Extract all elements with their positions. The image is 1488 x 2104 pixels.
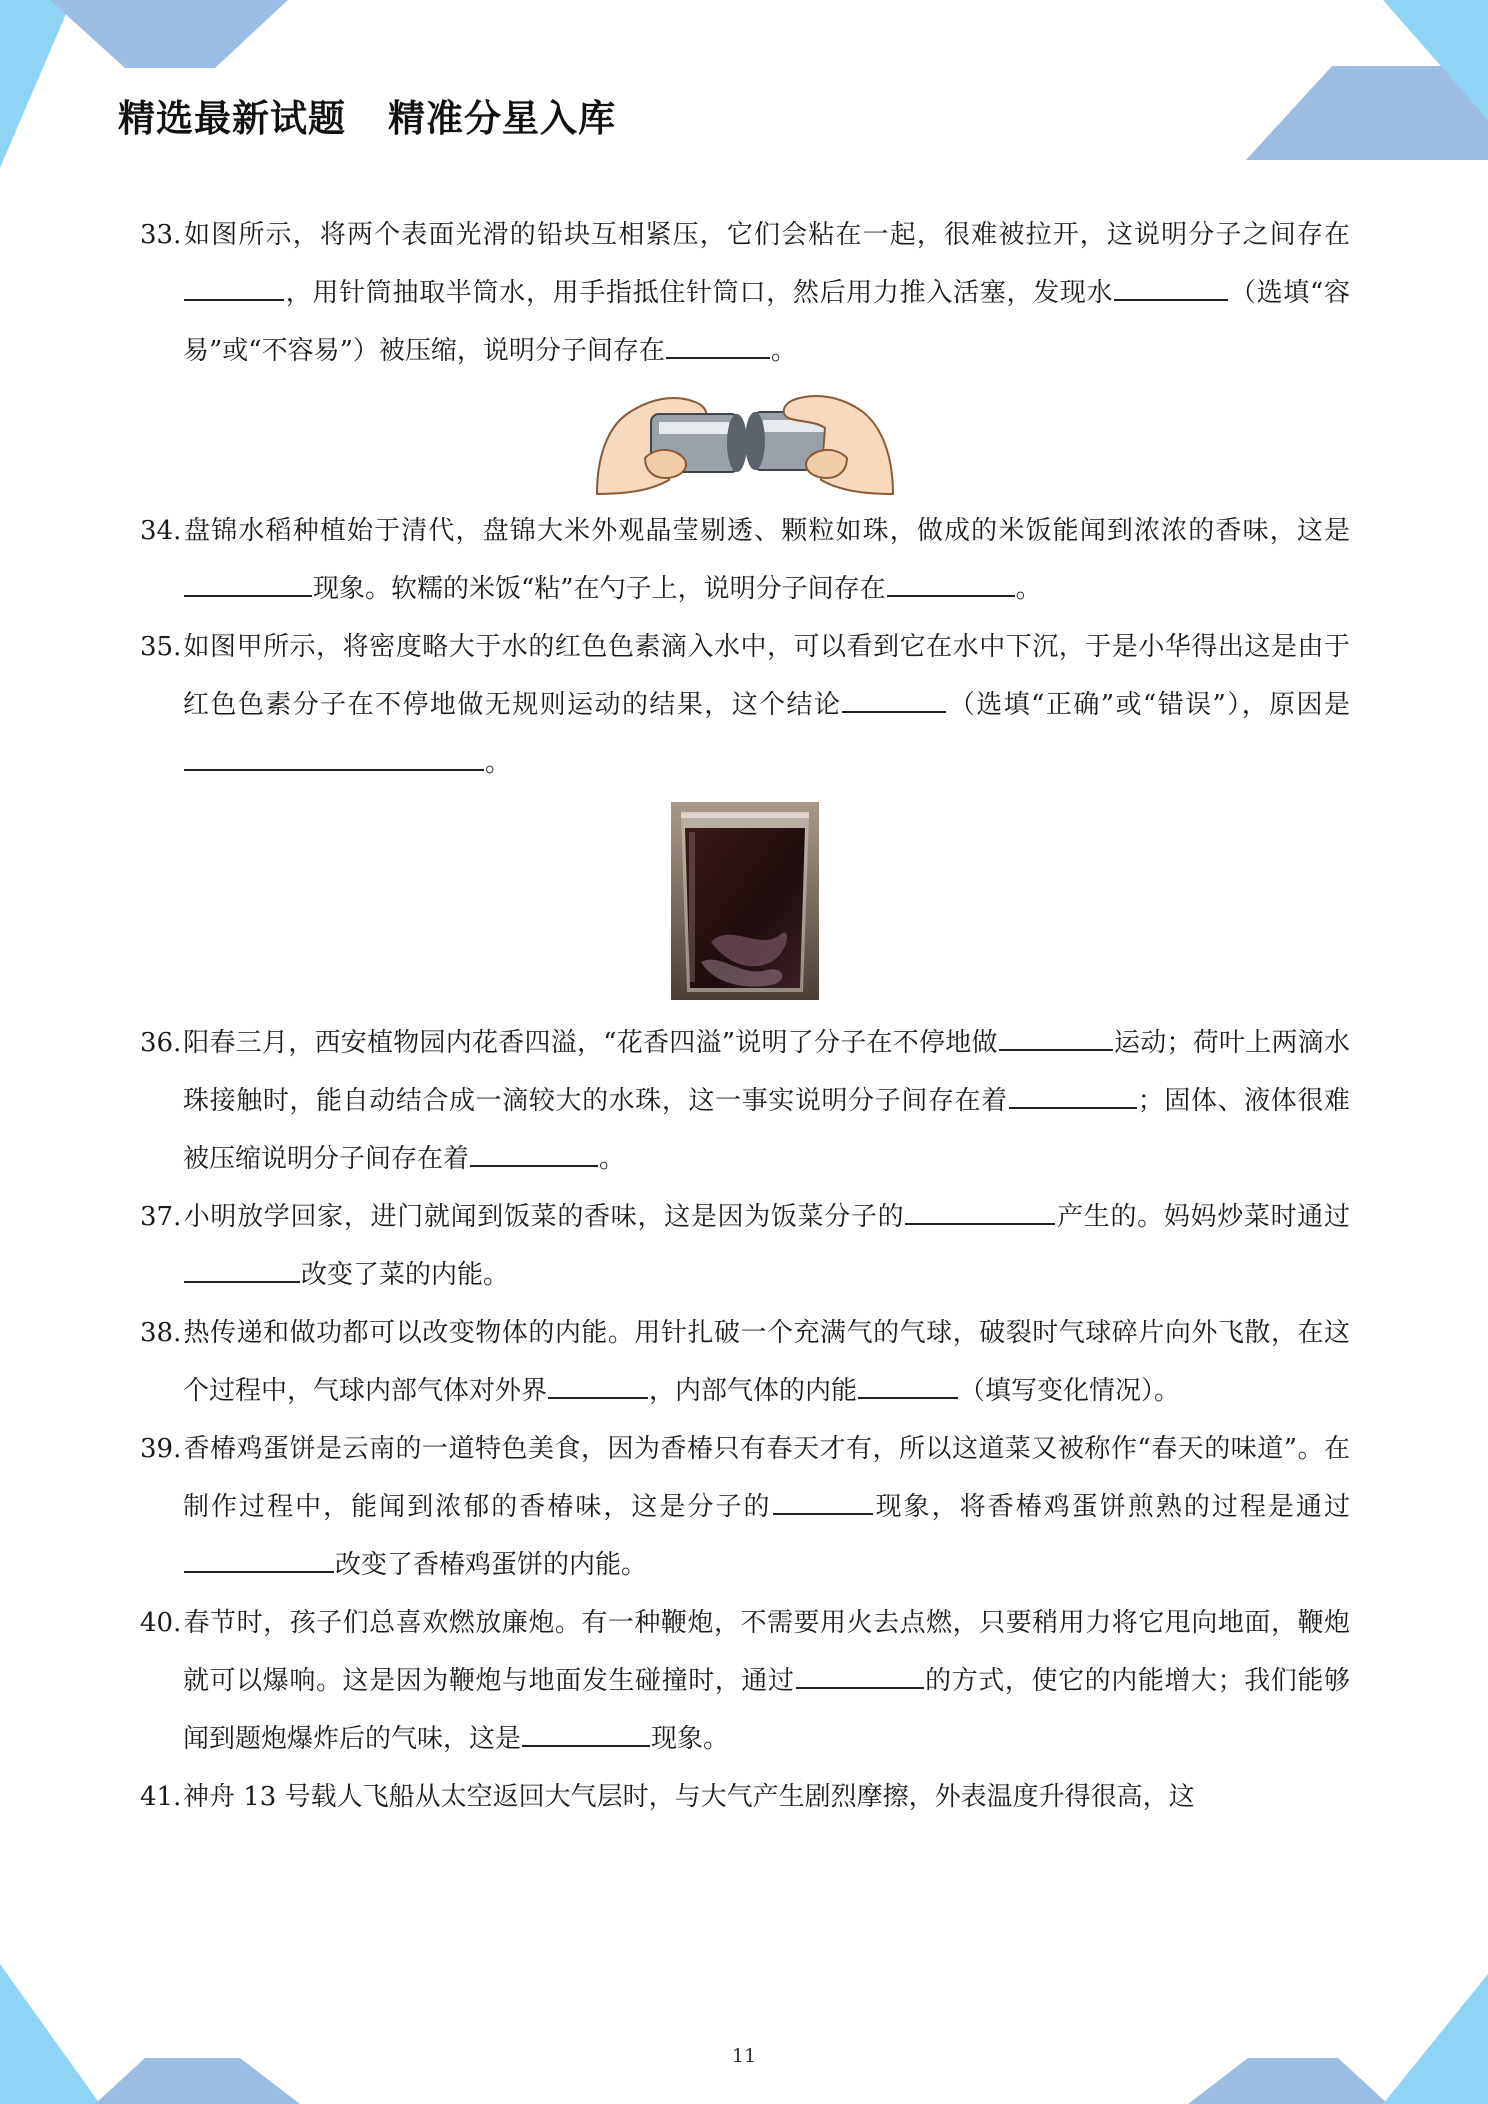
question-list [140, 206, 1350, 1826]
question-text: ，内部气体的内能 [649, 1376, 858, 1406]
question-number: 36. [140, 1028, 182, 1058]
glass-rim [681, 812, 809, 818]
question-text: 盘锦水稻种植始于清代，盘锦大米外观晶莹剔透、颗粒如珠，做成的米饭能闻到浓浓的香味，这是 [183, 516, 1350, 546]
left-thumb [645, 450, 686, 478]
page-header [118, 88, 616, 142]
water-glass-photo [671, 802, 819, 1000]
answer-blank[interactable] [1009, 1085, 1137, 1109]
answer-blank[interactable] [666, 335, 770, 359]
question-text: 香椿鸡蛋饼是云南的一道特色美食，因为香椿只有春天才有，所以这道菜又被称作“春天的味道”。在制作过程中，能闻到浓郁的香椿味，这是分子的 [183, 1434, 1350, 1522]
question-text: 如图所示，将两个表面光滑的铅块互相紧压，它们会粘在一起，很难被拉开，这说明分子之间存在 [183, 220, 1350, 250]
question-33 [140, 206, 1350, 380]
answer-blank[interactable] [184, 747, 484, 771]
page-number: 11 [731, 2045, 757, 2067]
figure-lead-blocks [140, 388, 1350, 496]
question-text: 。 [485, 748, 512, 778]
answer-blank[interactable] [184, 277, 284, 301]
question-text: （填写变化情况）。 [959, 1376, 1181, 1406]
answer-blank[interactable] [999, 1027, 1113, 1051]
question-38 [140, 1304, 1350, 1420]
question-text: 现象，将香椿鸡蛋饼煎熟的过程是通过 [873, 1492, 1350, 1522]
question-36 [140, 1014, 1350, 1188]
answer-blank[interactable] [470, 1143, 598, 1167]
question-text: 阳春三月，西安植物园内花香四溢，“花香四溢”说明了分子在不停地做 [183, 1028, 998, 1058]
question-number: 39. [140, 1434, 182, 1464]
answer-blank[interactable] [184, 1549, 334, 1573]
question-text: 。 [599, 1144, 626, 1174]
question-35 [140, 618, 1350, 792]
figure-glass [140, 802, 1350, 1000]
question-number: 33. [140, 220, 182, 250]
answer-blank[interactable] [773, 1491, 873, 1515]
header-title-1: 精选最新试题 [118, 97, 346, 140]
answer-blank[interactable] [842, 689, 946, 713]
answer-blank[interactable] [858, 1375, 958, 1399]
decor-top-right [1168, 0, 1488, 170]
question-text: 神舟 13 号载人飞船从太空返回大气层时，与大气产生剧烈摩擦，外表温度升得很高，这 [183, 1782, 1195, 1812]
question-text: 现象。软糯的米饭“粘”在勺子上，说明分子间存在 [313, 574, 886, 604]
question-text: 热传递和做功都可以改变物体的内能。用针扎破一个充满气的气球，破裂时气球碎片向外飞散，在这个过程中，气球内部气体对外界 [183, 1318, 1350, 1406]
answer-blank[interactable] [887, 573, 1015, 597]
question-text: 。 [770, 336, 797, 366]
question-text: ；固体、液体很难被压缩说明分子间存在着 [183, 1086, 1350, 1174]
question-text: 改变了菜的内能。 [301, 1260, 510, 1290]
decor-shape [1246, 66, 1488, 160]
question-number: 41. [140, 1782, 182, 1812]
question-text: 运动；荷叶上两滴水珠接触时，能自动结合成一滴较大的水珠，这一事实说明分子间存在着 [183, 1028, 1350, 1116]
question-number: 37. [140, 1202, 182, 1232]
question-40 [140, 1594, 1350, 1768]
answer-blank[interactable] [905, 1201, 1055, 1225]
question-number: 35. [140, 632, 182, 662]
answer-blank[interactable] [548, 1375, 648, 1399]
answer-blank[interactable] [522, 1723, 650, 1747]
left-lead-face [727, 414, 747, 472]
question-text: 春节时，孩子们总喜欢燃放廉炮。有一种鞭炮，不需要用火去点燃，只要稍用力将它甩向地面，鞭炮就可以爆响。这是因为鞭炮与地面发生碰撞时，通过 [183, 1608, 1350, 1696]
answer-blank[interactable] [1114, 277, 1228, 301]
decor-shape [0, 0, 72, 168]
right-lead-face [745, 412, 765, 470]
answer-blank[interactable] [184, 1259, 300, 1283]
question-text: 产生的。妈妈炒菜时通过 [1056, 1202, 1350, 1232]
question-text: 改变了香椿鸡蛋饼的内能。 [335, 1550, 648, 1580]
answer-blank[interactable] [796, 1665, 924, 1689]
decor-shape [50, 0, 288, 68]
question-text: 的方式，使它的内能增大；我们能够闻到题炮爆炸后的气味，这是 [183, 1666, 1350, 1754]
question-text: ，用针筒抽取半筒水，用手指抵住针筒口，然后用力推入活塞，发现水 [285, 278, 1114, 308]
question-41 [140, 1768, 1350, 1826]
question-number: 40. [140, 1608, 182, 1638]
answer-blank[interactable] [184, 573, 312, 597]
question-text: 。 [1015, 574, 1042, 604]
header-title-2: 精准分星入库 [388, 97, 616, 140]
decor-bottom-left [0, 1934, 320, 2104]
question-37 [140, 1188, 1350, 1304]
question-text: 小明放学回家，进门就闻到饭菜的香味，这是因为饭菜分子的 [183, 1202, 905, 1232]
decor-top-left [0, 0, 300, 170]
question-text: （选填“容易”或“不容易”）被压缩，说明分子间存在 [183, 278, 1350, 366]
question-text: （选填“正确”或“错误”），原因是 [947, 690, 1350, 720]
glass-highlight [689, 832, 695, 982]
decor-shape [1383, 1974, 1488, 2104]
decor-shape [0, 1964, 100, 2104]
decor-bottom-right [1168, 1934, 1488, 2104]
question-39 [140, 1420, 1350, 1594]
question-text: 现象。 [651, 1724, 730, 1754]
question-34 [140, 502, 1350, 618]
question-number: 38. [140, 1318, 182, 1348]
left-lead-highlight [659, 422, 729, 434]
question-text: 如图甲所示，将密度略大于水的红色色素滴入水中，可以看到它在水中下沉，于是小华得出这是由于红色色素分子在不停地做无规则运动的结果，这个结论 [183, 632, 1350, 720]
lead-blocks-illustration [595, 388, 895, 496]
right-thumb [806, 450, 847, 478]
question-number: 34. [140, 516, 182, 546]
